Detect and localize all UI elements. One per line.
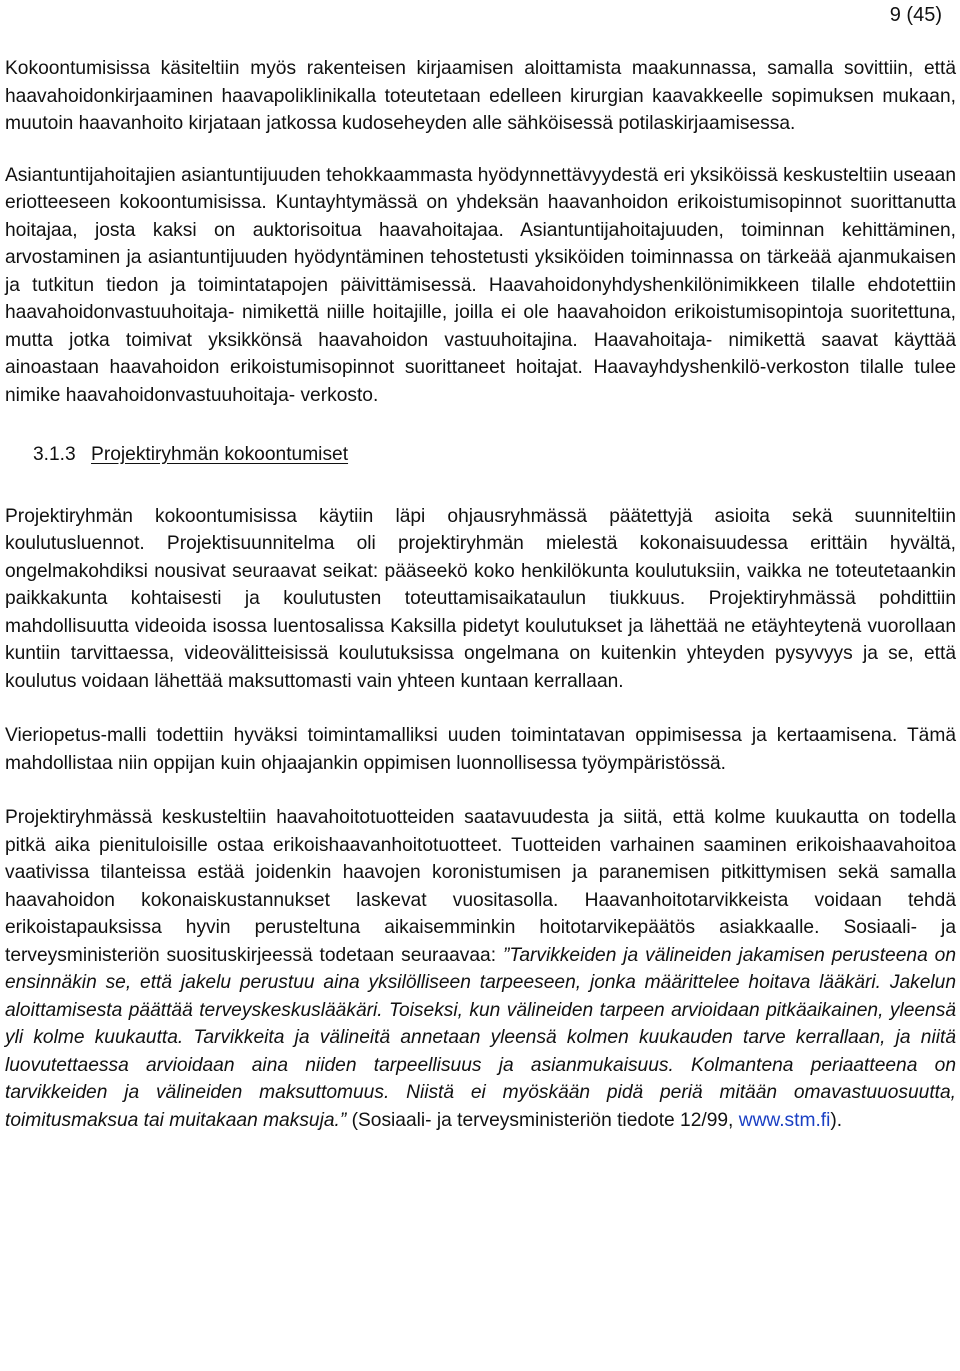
section-number: 3.1.3 [33,444,76,465]
paragraph-meetings-documentation: Kokoontumisissa käsiteltiin myös rakenteisen kirjaamisen aloittamista maakunnassa, samalla sovittiin, että haavahoidonkirjaaminen haavapoliklinikalla toteutetaan edelleen kirurgian kaavakkeelle sopimuksen mukaan, muutoin haavanhoito kirjataan jatkossa kudoseheyden alle sähköisessä potilaskirjaamisessa. [5,58,956,134]
paragraph-wound-care-supplies [5,804,956,1134]
paragraph-expert-nurses: Asiantuntijahoitajien asiantuntijuuden tehokkaammasta hyödynnettävyydestä eri yksiköissä keskusteltiin useaan eriotteeseen kokoontumisissa. Kuntayhtymässä on yhdeksän haavanhoidon erikoistumisopinnot suorittanutta hoitajaa, josta kaksi on auktorisoitua haavahoitajaa. Asiantuntijahoitajuuden, toiminnan kehittäminen, arvostaminen ja asiantuntijuuden hyödyntäminen tehostetusti yksiköiden toiminnassa on tärkeää ajanmukaisen ja tutkitun tiedon ja toimintatapojen päivittämisessä. Haavahoidonyhdyshenkilönimikkeen tilalle ehdotettiin haavahoidonvastuuhoitaja- nimikettä niille hoitajille, joilla ei ole haavahoidon erikoistumisopintoja suoritettuna, mutta jotka toimivat yksikkönsä haavahoidon vastuuhoitajina. Haavahoitaja- nimikettä saavat käyttää ainoastaan haavahoidon erikoistumisopinnot suorittaneet hoitajat. Haavayhdyshenkilö-verkoston tilalle tulee nimike haavahoidonvastuuhoitaja- verkosto. [5,164,956,406]
supplies-intro-text: Projektiryhmässä keskusteltiin haavahoitotuotteiden saatavuudesta ja siitä, että kolme kuukautta on todella pitkä aika pienituloisille ostaa erikoishaavanhoitotuotteet. Tuotteiden varhainen saaminen erikoishaavahoitoa vaativissa tilanteissa estää joidenkin haavojen koronistumisen ja paranemisen pitkittymisen sekä samalla haavahoidon kokonaiskustannukset laskevat vuositasolla. Haavanhoitotarvikkeista voidaan tehdä erikoistapauksissa hyvin perusteltuna aikaisemminkin hoitotarvikepäätös asiakkaalle. Sosiaali- ja terveysministeriön suosituskirjeessä todetaan seuraavaa: [5,807,956,966]
page-number: 9 (45) [889,4,942,26]
source-text: (Sosiaali- ja terveysministeriön tiedote 12/99, [346,1109,739,1131]
paragraph-bedside-teaching: Vieriopetus-malli todettiin hyväksi toimintamalliksi uuden toimintatavan oppimisessa ja kertaamisena. Tämä mahdollistaa niin oppijan kuin ohjaajankin oppimisen luonnollisessa työympäristössä. [5,725,956,774]
paragraph-project-group: Projektiryhmän kokoontumisissa käytiin läpi ohjausryhmässä päätettyjä asioita sekä suunniteltiin koulutusluennot. Projektisuunnitelma oli projektiryhmän mielestä kokonaisuudessa erittäin hyvältä, ongelmakohdiksi nousivat seuraavat seikat: pääseekö koko henkilökunta koulutuksiin, vaikka ne toteutetaankin paikkakunta kohtaisesti ja koulutusten toteuttamisaikataulun tiukkuus. Projektiryhmässä pohdittiin mahdollisuutta videoida isossa luentosalissa Kaksilla pidetyt koulutukset ja lähettää ne etäyhteytenä vuorollaan kuntiin tarvittaessa, videovälitteisissä koulutuksissa ongelmana on kuitenkin yhteyden pysyvyys ja se, että koulutus voidaan lähettää maksuttomasti vain yhteen kuntaan kerrallaan. [5,505,956,692]
ministry-quote: ”Tarvikkeiden ja välineiden jakamisen perusteena on ensinnäkin se, että jakelu perustuu aina yksilölliseen tarpeeseen, jonka määrittelee hoitava lääkäri. Jakelun aloittamisesta päättää terveyskeskuslääkäri. Toiseksi, kun välineiden tarpeen arvioidaan pitkäaikainen, yleensä yli kolme kuukautta. Tarvikkeita ja välineitä annetaan yleensä kolmen kuukauden tarve kerrallaan, ja niitä luovutettaessa arvioidaan aina niiden tarpeellisuus ja asianmukaisuus. Kolmantena periaatteena on tarvikkeiden ja välineiden maksuttomuus. Niistä ei myöskään pidä periä mitään omavastuuosuutta, toimitusmaksua tai muitakaan maksuja.” [5,944,956,1131]
section-heading [33,441,956,469]
section-title: Projektiryhmän kokoontumiset [91,444,349,465]
source-text-end: ). [830,1109,843,1131]
document-body [5,55,956,1134]
stm-link[interactable]: www.stm.fi [738,1109,831,1131]
